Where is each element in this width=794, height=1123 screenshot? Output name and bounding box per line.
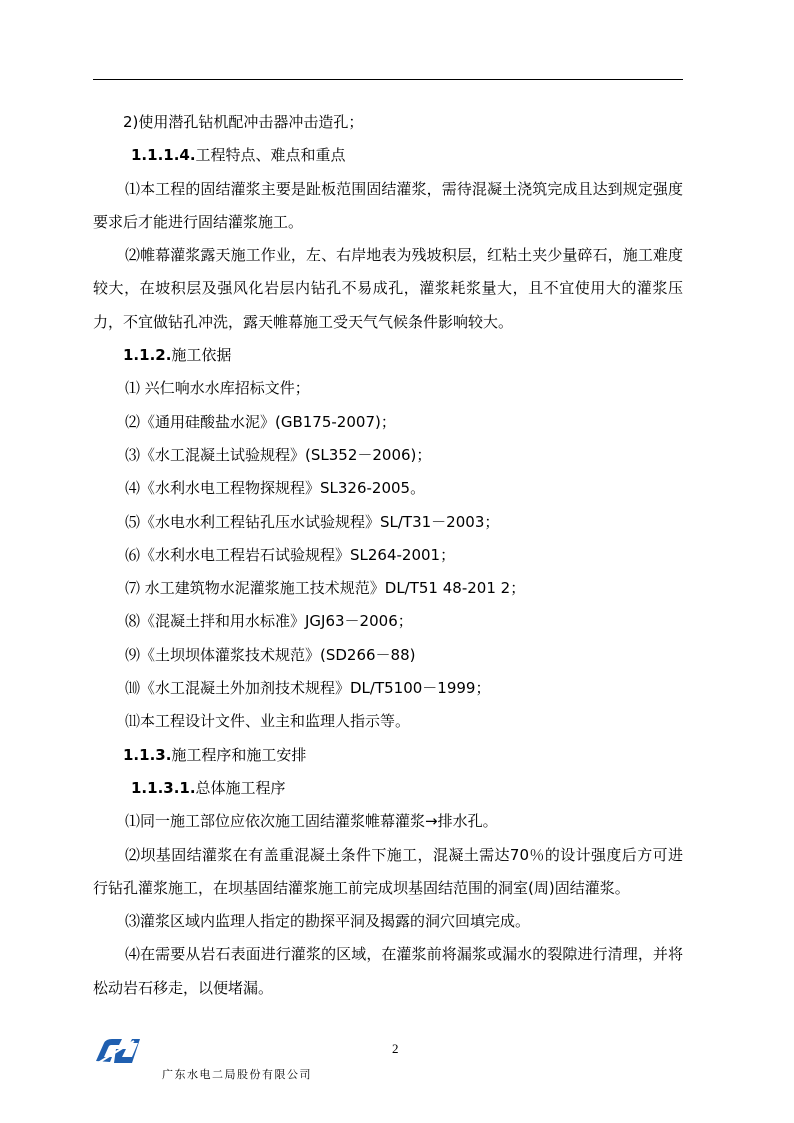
section-heading: 1.1.3.1.总体施工程序	[131, 778, 286, 797]
list-item: ⑸《水电水利工程钻孔压水试验规程》SL/T31－2003；	[125, 512, 500, 531]
list-item: ⑽《水工混凝土外加剂技术规程》DL/T5100－1999；	[125, 679, 491, 698]
paragraph: ⑵坝基固结灌浆在有盖重混凝土条件下施工，混凝土需达70％的设计强度后方可进行钻孔灌浆施工，在坝基固结灌浆施工前完成坝基固结范围的洞室(周)固结灌浆。	[93, 845, 683, 897]
list-item: ⑴ 兴仁响水水库招标文件；	[125, 379, 310, 398]
paragraph: ⑷在需要从岩石表面进行灌浆的区域，在灌浆前将漏浆或漏水的裂隙进行清理，并将松动岩石移走，以便堵漏。	[93, 945, 683, 997]
list-item: ⑾本工程设计文件、业主和监理人指示等。	[125, 712, 411, 731]
section-heading: 1.1.2.施工依据	[123, 346, 232, 365]
list-item: ⑺ 水工建筑物水泥灌浆施工技术规范》DL/T51 48-201 2；	[125, 579, 526, 598]
list-item: ⑵《通用硅酸盐水泥》(GB175-2007)；	[125, 412, 396, 431]
paragraph: ⑴同一施工部位应依次施工固结灌浆帷幕灌浆→排水孔。	[125, 812, 498, 831]
list-item: ⑻《混凝土拌和用水标准》JGJ63－2006；	[125, 612, 413, 631]
paragraph: ⑵帷幕灌浆露天施工作业，左、右岸地表为残坡积层，红粘土夹少量碎石，施工难度较大，在坡积层及强风化岩层内钻孔不易成孔，灌浆耗浆量大，且不宜使用大的灌浆压力，不宜做钻孔冲洗，露天帷幕施工受天气气候条件影响较大。	[93, 246, 683, 331]
header-rule	[93, 79, 683, 80]
gdsd-logo-icon	[92, 1035, 140, 1067]
paragraph: ⑴本工程的固结灌浆主要是趾板范围固结灌浆，需待混凝土浇筑完成且达到规定强度要求后才能进行固结灌浆施工。	[93, 179, 683, 231]
paragraph: ⑶灌浆区域内监理人指定的勘探平洞及揭露的洞穴回填完成。	[125, 912, 531, 931]
company-name: 广东水电二局股份有限公司	[162, 1068, 312, 1081]
document-body	[93, 106, 683, 1005]
list-item: ⑹《水利水电工程岩石试验规程》SL264-2001；	[125, 545, 456, 564]
paragraph: 2)使用潜孔钻机配冲击器冲击造孔；	[123, 113, 364, 131]
page-number: 2	[392, 1041, 399, 1056]
section-heading: 1.1.3.施工程序和施工安排	[123, 745, 307, 764]
list-item: ⑼《土坝坝体灌浆技术规范》(SD266－88)	[125, 645, 416, 664]
section-heading: 1.1.1.4.工程特点、难点和重点	[131, 146, 346, 165]
list-item: ⑶《水工混凝土试验规程》(SL352－2006)；	[125, 445, 432, 464]
list-item: ⑷《水利水电工程物探规程》SL326-2005。	[125, 479, 426, 498]
